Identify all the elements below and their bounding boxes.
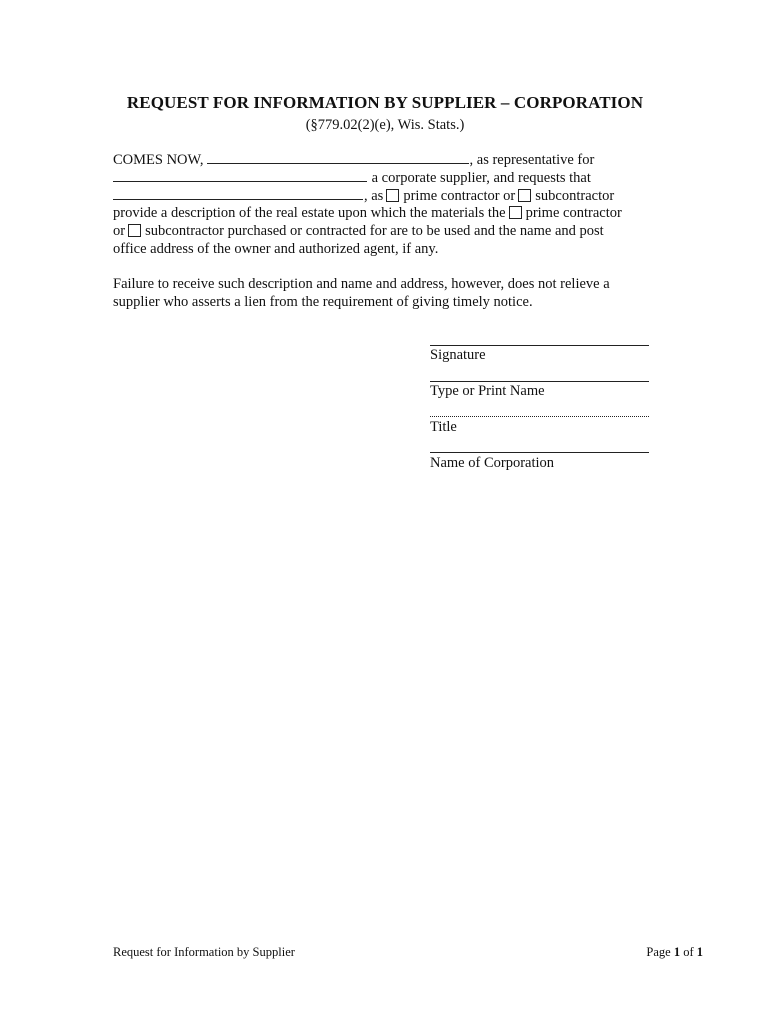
subcontractor-checkbox[interactable] bbox=[518, 189, 531, 202]
body-line-6: office address of the owner and authorized agent, if any. bbox=[113, 241, 439, 257]
notice-paragraph-line-2: supplier who asserts a lien from the requirement of giving timely notice. bbox=[113, 294, 533, 310]
signature-field[interactable] bbox=[430, 345, 649, 346]
print-name-label: Type or Print Name bbox=[430, 383, 545, 399]
print-name-field[interactable] bbox=[430, 381, 649, 382]
page-of: of bbox=[683, 945, 694, 959]
description-request-text: provide a description of the real estate upon which the materials the bbox=[113, 205, 506, 221]
footer-document-name: Request for Information by Supplier bbox=[113, 945, 295, 959]
representative-name-field[interactable] bbox=[207, 151, 469, 164]
document-subtitle: (§779.02(2)(e), Wis. Stats.) bbox=[305, 117, 465, 133]
document-title: REQUEST FOR INFORMATION BY SUPPLIER – CORPORATION bbox=[126, 93, 644, 112]
supplier-name-field[interactable] bbox=[113, 169, 367, 182]
footer-page-number bbox=[600, 945, 703, 960]
page-prefix: Page bbox=[646, 945, 671, 959]
page-total: 1 bbox=[696, 945, 703, 959]
corporation-name-field[interactable] bbox=[430, 452, 649, 453]
body-line-5 bbox=[113, 223, 604, 240]
title-label: Title bbox=[430, 419, 457, 435]
body-line-3 bbox=[113, 187, 614, 205]
materials-prime-contractor-text: prime contractor bbox=[525, 205, 622, 221]
page-current: 1 bbox=[673, 945, 681, 959]
title-field[interactable] bbox=[430, 416, 649, 417]
prime-contractor-checkbox[interactable] bbox=[386, 189, 399, 202]
body-line-2 bbox=[113, 169, 591, 187]
as-text: , as bbox=[364, 188, 384, 204]
signature-label: Signature bbox=[430, 347, 486, 363]
comes-now-text: COMES NOW, bbox=[113, 152, 204, 168]
body-line-1 bbox=[113, 151, 594, 169]
as-representative-text: , as representative for bbox=[469, 152, 595, 168]
contractor-name-field[interactable] bbox=[113, 187, 363, 200]
corporation-name-label: Name of Corporation bbox=[430, 455, 555, 471]
materials-prime-contractor-checkbox[interactable] bbox=[509, 206, 522, 219]
body-line-4 bbox=[113, 205, 622, 222]
corporate-supplier-text: a corporate supplier, and requests that bbox=[371, 170, 591, 186]
subcontractor-text: subcontractor bbox=[535, 188, 615, 204]
prime-contractor-or-text: prime contractor or bbox=[403, 188, 516, 204]
materials-subcontractor-text: subcontractor purchased or contracted for are to be used and the name and post bbox=[145, 223, 604, 239]
or-text: or bbox=[113, 223, 126, 239]
materials-subcontractor-checkbox[interactable] bbox=[128, 224, 141, 237]
notice-paragraph-line-1: Failure to receive such description and name and address, however, does not relieve a bbox=[113, 276, 610, 292]
